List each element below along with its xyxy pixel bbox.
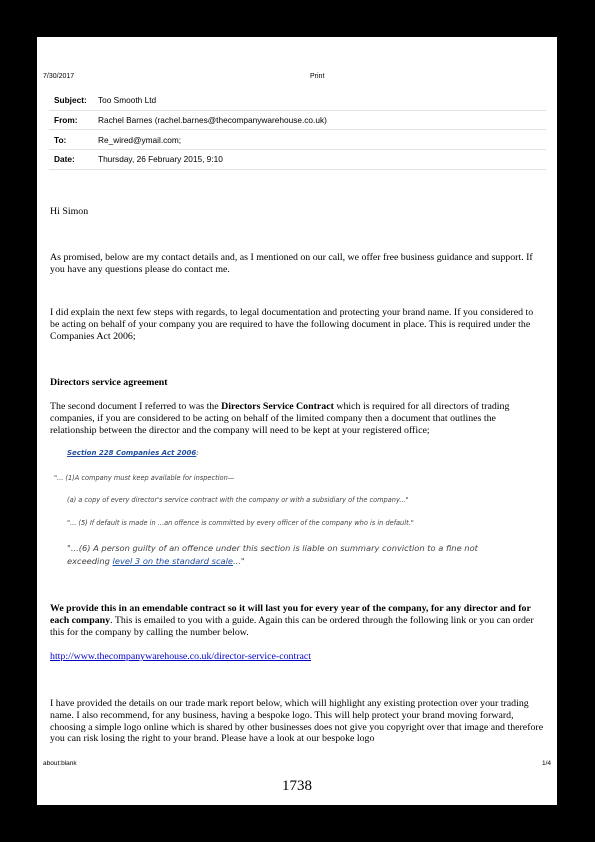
section-heading: Directors service agreement	[50, 377, 168, 388]
paragraph-intro: As promised, below are my contact details and, as I mentioned on our call, we offer free business guidance and support. If you have any questions please do contact me.	[50, 252, 533, 275]
date-label: Date:	[49, 150, 98, 170]
footer-page-count: 1/4	[541, 760, 551, 767]
page-number: 1738	[282, 778, 312, 794]
from-row	[49, 110, 546, 130]
colon: :	[196, 449, 199, 457]
from-label: From:	[49, 110, 98, 130]
paragraph-offer	[50, 603, 544, 638]
paragraph-service-contract	[50, 401, 544, 436]
section-link-line	[67, 448, 557, 460]
paragraph-next-steps: I did explain the next few steps with regards, to legal documentation and protecting your brand name. If you considered to be acting on behalf of your company you are required to have the following document in place. This is required under the Companies Act 2006;	[50, 307, 534, 342]
quote-1: "... (1)A company must keep available for inspection—	[54, 474, 235, 482]
document-page	[37, 37, 557, 805]
standard-scale-link[interactable]: level 3 on the standard scale	[112, 556, 234, 566]
to-value: Re_wired@ymail.com;	[98, 130, 546, 150]
emphasis-text: We provide this in an emendable contract so it will last you for every year of the company, for any director and for each company	[50, 603, 531, 626]
subject-value: Too Smooth Ltd	[98, 91, 546, 110]
quote-4	[67, 542, 497, 568]
quote-text: "...(6) A person guilty of an offence under this section is liable on summary conviction to a fine not exceeding	[67, 543, 478, 566]
to-row	[49, 130, 546, 150]
date-value: Thursday, 26 February 2015, 9:10	[98, 150, 546, 170]
paragraph-text: . This is emailed to you with a guide. Again this can be ordered through the following link or you can order this for the company by calling the number below.	[50, 614, 534, 638]
subject-row	[49, 91, 546, 110]
from-value: Rachel Barnes (rachel.barnes@thecompanywarehouse.co.uk)	[98, 110, 546, 130]
date-row	[49, 150, 546, 170]
print-date: 7/30/2017	[43, 73, 75, 80]
section-228-link[interactable]: Section 228 Companies Act 2006	[67, 449, 197, 457]
greeting: Hi Simon	[50, 206, 89, 217]
quote-3: "... (5) If default is made in ...an offence is committed by every officer of the company who is in default."	[67, 519, 414, 527]
to-label: To:	[49, 130, 98, 150]
emphasis-text: Directors Service Contract	[221, 401, 334, 412]
url-line	[50, 651, 544, 663]
footer-url: about:blank	[43, 760, 77, 767]
subject-label: Subject:	[49, 91, 98, 110]
email-header-table	[49, 91, 546, 170]
paragraph-text: The second document I referred to was the	[50, 401, 222, 412]
paragraph-text: which is required for all directors of trading companies, if you are considered to be acting on behalf of the limited company then a document that outlines the relationship between the director and the company will need to be kept at your registered office;	[50, 401, 510, 436]
quote-2: (a) a copy of every director's service contract with the company or with a subsidiary of the company..."	[67, 496, 409, 504]
print-title: Print	[310, 73, 325, 80]
quote-text: ..."	[233, 556, 245, 566]
contract-url-link[interactable]: http://www.thecompanywarehouse.co.uk/director-service-contract	[50, 651, 312, 662]
paragraph-trade-mark: I have provided the details on our trade mark report below, which will highlight any existing protection over your trading name. I also recommend, for any business, having a bespoke logo. This will help protect your brand moving forward, choosing a simple logo online which is shared by other businesses does not give you copyright over that image and therefore you can risk losing the right to your brand. Please have a look at our bespoke logo	[50, 698, 544, 745]
